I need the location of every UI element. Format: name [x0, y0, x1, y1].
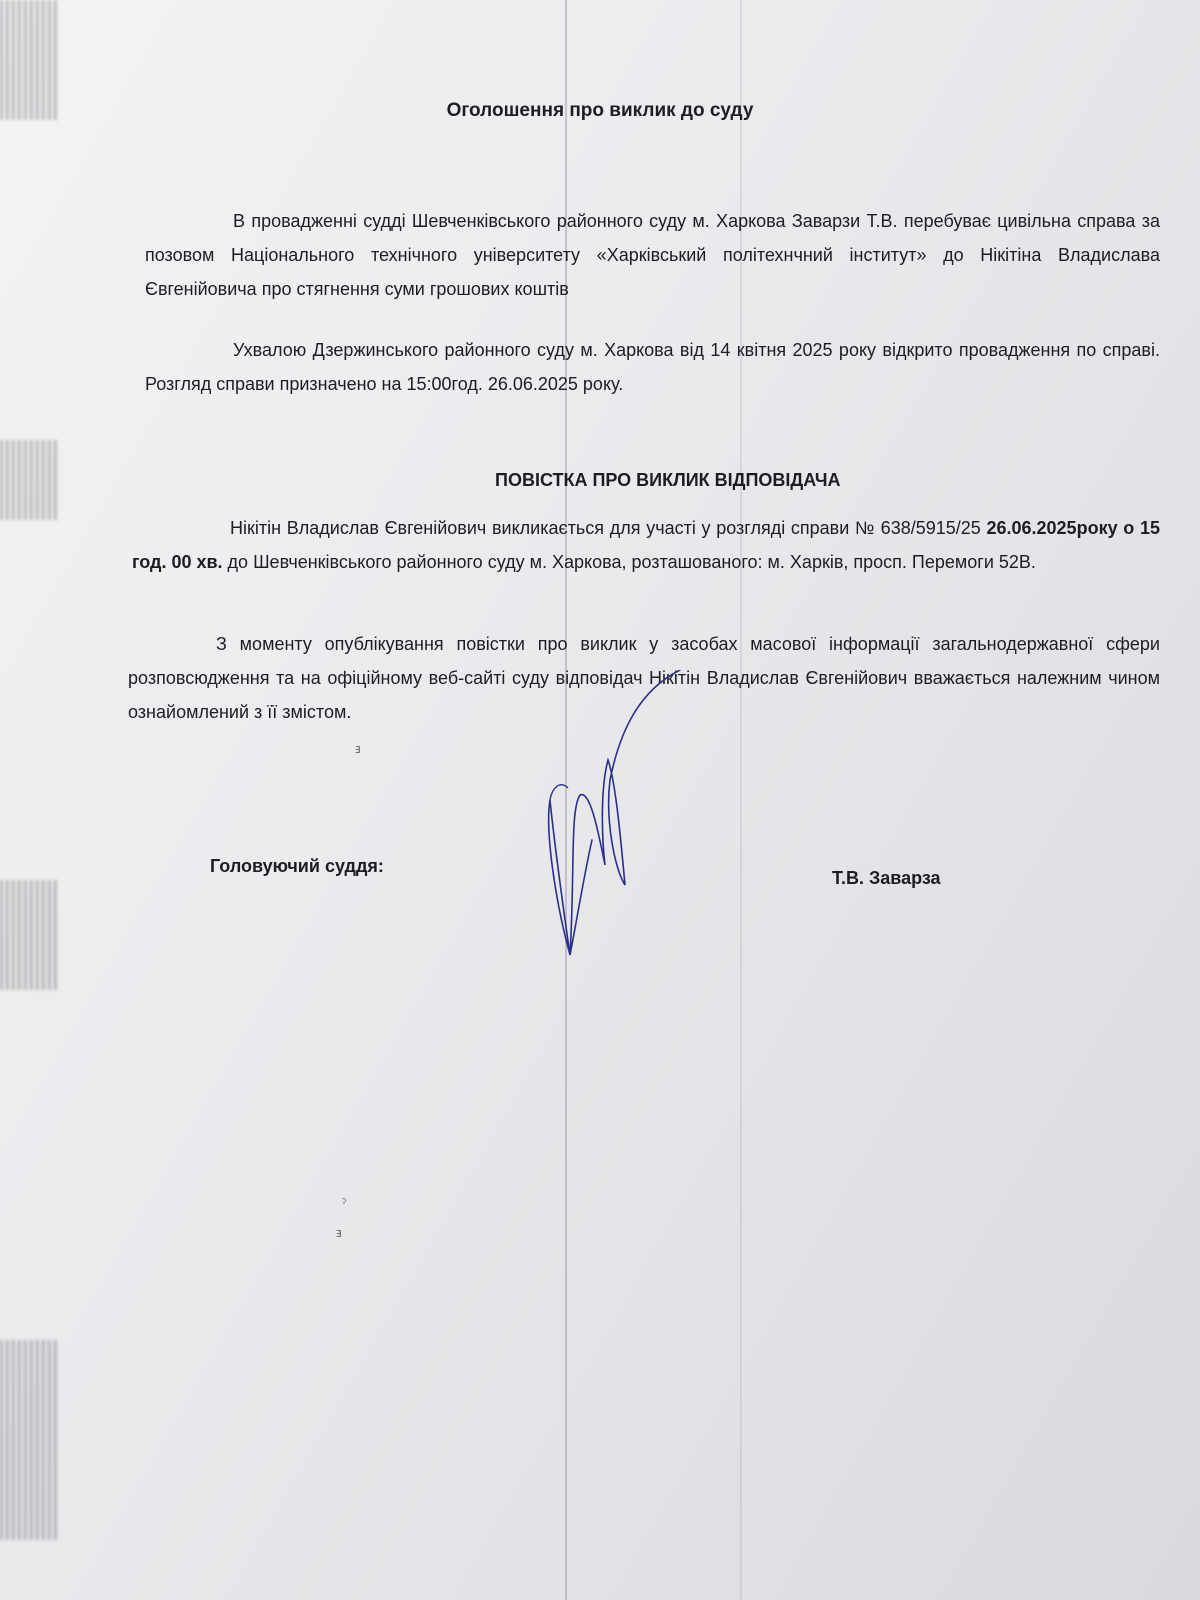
- document-title: Оголошення про виклик до суду: [446, 100, 754, 121]
- signature-stroke: [550, 785, 568, 800]
- paragraph-publication-text: З моменту опублікування повістки про виклик у засобах масової інформації загальнодержавної сфери розповсюдження та на офіційному веб-сайті суду відповідач Нікітін Владислав Євгенійович вважається належним чином ознайомлений з її змістом.: [128, 634, 1160, 722]
- hearing-datetime: 26.06.2025року о 15 год. 00 хв.: [132, 518, 1160, 572]
- handwritten-signature: [530, 670, 690, 990]
- summons-subtitle: ПОВІСТКА ПРО ВИКЛИК ВІДПОВІДАЧА: [495, 470, 841, 490]
- scan-artifact: ⱻ: [336, 1226, 342, 1240]
- paragraph-summons-text-1: Нікітін Владислав Євгенійович викликається для участі у розгляді справи № 638/5915/25: [230, 518, 987, 538]
- scan-artifact: ⱻ: [355, 742, 361, 756]
- scan-smudge: [0, 1340, 60, 1540]
- paragraph-case-info-text: В провадженні судді Шевченківського районного суду м. Харкова Заварзи Т.В. перебуває цивільна справа за позовом Національного технічного університету «Харківський політехнчний інститут» до Нікітіна Владислава Євгенійовича про стягнення суми грошових коштів: [145, 211, 1160, 299]
- signature-label: Головуючий суддя:: [210, 856, 384, 876]
- paragraph-ruling-text: Ухвалою Дзержинського районного суду м. Харкова від 14 квітня 2025 року відкрито провадження по справі. Розгляд справи призначено на 15:00год. 26.06.2025 року.: [145, 340, 1160, 394]
- judge-name: Т.В. Заварза: [832, 868, 941, 888]
- scan-artifact: ˀ: [342, 1196, 347, 1210]
- signature-stroke: [549, 670, 680, 955]
- paragraph-ruling: [145, 333, 1160, 401]
- paragraph-case-info: [145, 204, 1160, 306]
- scan-smudge: [0, 440, 60, 520]
- paragraph-summons-text-2: до Шевченківського районного суду м. Харкова, розташованого: м. Харків, просп. Перемоги 52В.: [222, 552, 1036, 572]
- paragraph-summons: [132, 511, 1160, 579]
- scan-smudge: [0, 880, 60, 990]
